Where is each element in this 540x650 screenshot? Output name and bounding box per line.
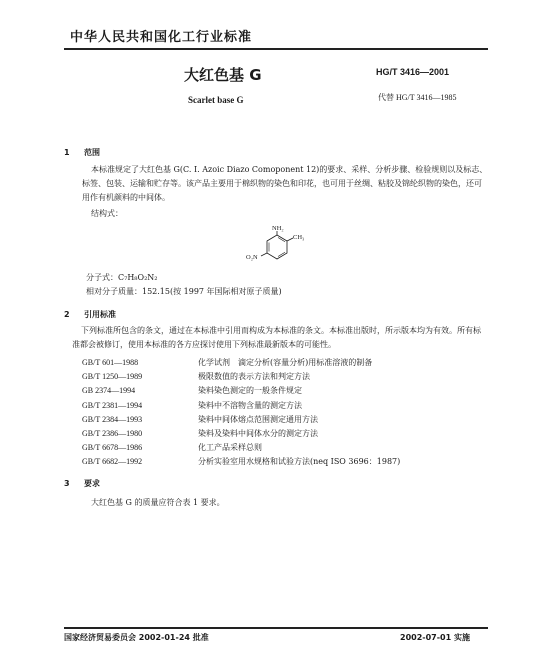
reference-title: 化工产品采样总则: [198, 443, 262, 453]
section-2-heading: [64, 309, 116, 320]
reference-item: [82, 356, 400, 370]
reference-list: [82, 356, 400, 470]
reference-title: 染料中不溶物含量的测定方法: [198, 400, 302, 410]
section-number: 1: [64, 148, 70, 157]
reference-code: GB 2374—1994: [82, 386, 136, 396]
molecular-mass: 相对分子质量：152.15(按 1997 年国际相对原子质量): [86, 287, 282, 296]
nitro-bond: [261, 253, 267, 256]
reference-code: GB/T 601—1988: [82, 358, 139, 367]
reference-item: [82, 455, 400, 469]
section-title: 要求: [84, 479, 100, 488]
section-number: 3: [64, 479, 70, 488]
amino-group-label: NH₂: [272, 226, 284, 232]
standard-number: HG/T 3416—2001: [376, 67, 450, 77]
header-rule: [64, 48, 488, 50]
reference-code: GB/T 2386—1980: [82, 429, 143, 439]
methyl-group-label: CH₃: [293, 234, 305, 241]
requirement-paragraph: 大红色基 G 的质量应符合表 1 要求。: [91, 498, 225, 507]
english-title: Scarlet base G: [188, 95, 244, 105]
footer-rule: [64, 627, 488, 629]
effective-date: 2002-07-01 实施: [400, 633, 470, 642]
structure-label: 结构式：: [91, 209, 123, 218]
section-2-body: [72, 324, 488, 352]
reference-title: 化学试剂 滴定分析(容量分析)用标准溶液的制备: [198, 358, 373, 367]
approval-date: 国家经济贸易委员会 2002-01-24 批准: [64, 633, 209, 642]
molecular-formula: 分子式：C₇H₈O₂N₂: [86, 273, 158, 282]
reference-code: GB/T 2384—1993: [82, 414, 143, 424]
section-3-body: [82, 496, 488, 510]
reference-code: GB/T 6682—1992: [82, 457, 143, 467]
reference-item: [82, 384, 400, 398]
section-3-heading: [64, 478, 100, 489]
benzene-ring: [267, 235, 287, 259]
scope-paragraph: 本标准规定了大红色基 G(C. I. Azoic Diazo Comoponent 12)的要求、采样、分析步骤、检验规则以及标志、标签、包装、运输和贮存等。该产品主要用于棉织物的染色和印花，也可用于丝绸、粘胶及锦纶织物的染色，还可用作有机颜料的中间体。: [82, 165, 488, 202]
reference-item: [82, 399, 400, 413]
section-title: 范围: [84, 148, 100, 157]
reference-title: 染料中间体熔点范围测定通用方法: [198, 414, 318, 424]
structure-formula-diagram: [244, 226, 310, 268]
reference-title: 染料及染料中间体水分的测定方法: [198, 429, 318, 439]
section-number: 2: [64, 310, 70, 319]
reference-code: GB/T 1250—1989: [82, 372, 143, 382]
section-1-body: [82, 163, 488, 205]
reference-item: [82, 427, 400, 441]
reference-title: 染料染色测定的一般条件规定: [198, 386, 302, 396]
reference-code: GB/T 6678—1986: [82, 443, 143, 453]
nitro-group-label: O₂N: [246, 254, 258, 261]
replaces-standard: 代替 HG/T 3416—1985: [378, 93, 457, 102]
reference-item: [82, 370, 400, 384]
reference-intro-paragraph: 下列标准所包含的条文，通过在本标准中引用而构成为本标准的条文。本标准出版时，所示版本均为有效。所有标准都会被修订，使用本标准的各方应探讨使用下列标准最新版本的可能性。: [72, 326, 481, 349]
reference-code: GB/T 2381—1994: [82, 400, 143, 410]
section-1-heading: [64, 147, 100, 158]
publisher-title: 中华人民共和国化工行业标准: [70, 30, 253, 45]
section-title: 引用标准: [84, 310, 116, 319]
reference-title: 分析实验室用水规格和试验方法(neq ISO 3696：1987): [198, 457, 401, 467]
standard-title: 大红色基 G: [184, 66, 262, 84]
reference-title: 极限数值的表示方法和判定方法: [198, 372, 310, 382]
reference-item: [82, 413, 400, 427]
reference-item: [82, 441, 400, 455]
